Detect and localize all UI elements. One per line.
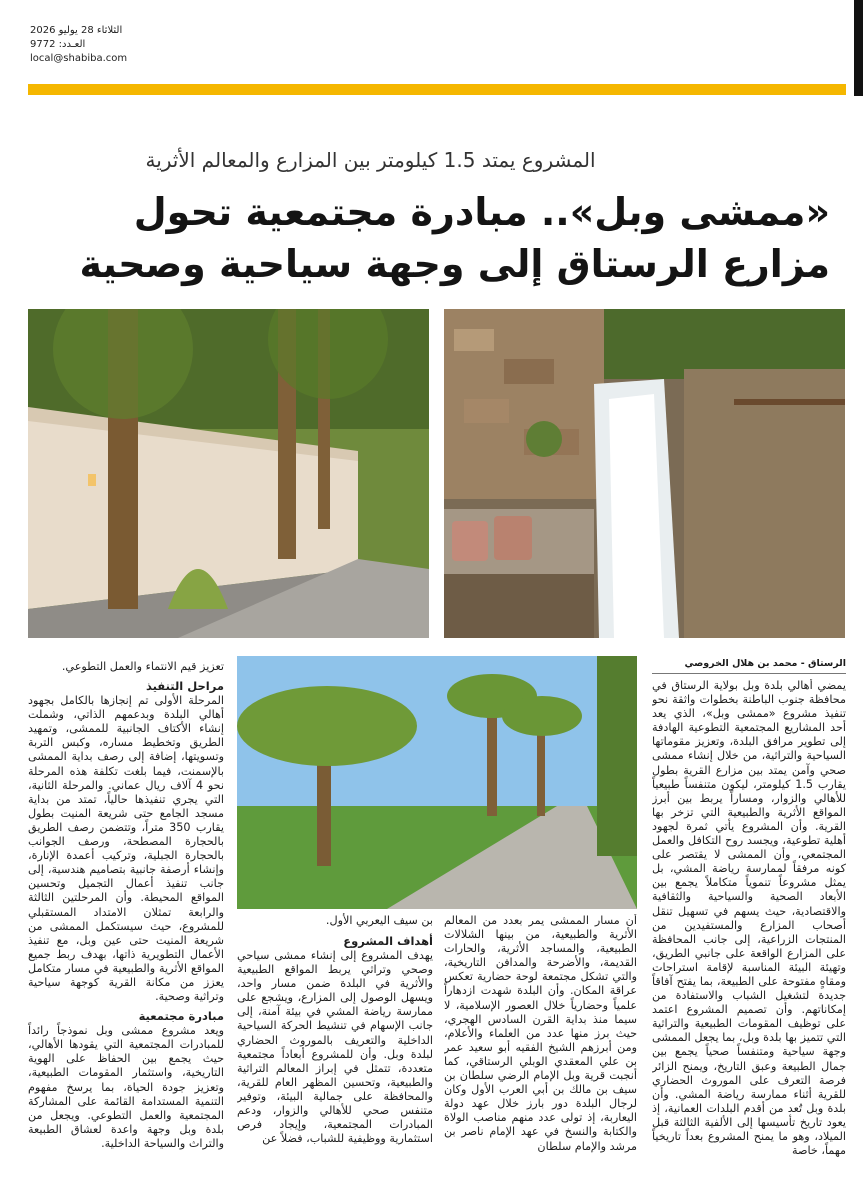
waterfall-photo (444, 309, 845, 638)
issue-date: الثلاثاء 28 يوليو 2026 (30, 25, 123, 36)
headline-line-2: مزارع الرستاق إلى وجهة سياحية وصحية (79, 242, 830, 286)
stages-paragraph: المرحلة الأولى تم إنجازها بالكامل بجهود أهالي البلدة وبدعمهم الذاتي، وشملت إنشاء الأكتاف الجانبية للممشى، وتمهيد الطريق وتخطيط مساره، وكبس التربة وتسويتها، إضافة إلى رصف بداية الممشى بالإسمنت، فيما بلغت تكلفة هذه المرحلة نحو 4 آلاف ريال عماني. والمرحلة الثانية، التي يجري تنفيذها حالياً، تمتد من بداية مسجد الجامع حتى شريعة المنيت بطول يقارب 350 متراً، وتتضمن رصف الطريق بالحجارة المصطحة، ورصف الجوانب بالحجارة الجبلية، وتركيب أعمدة الإنارة، وإنشاء أرصفة جانبية بتصاميم هندسية، إلى جانب تنفيذ أعمال التجميل وتحسين المواقع المحيطة. وأن المرحلتين الثالثة والرابعة تمثلان الامتداد المستقبلي للمشروع، حيث سيستكمل الممشى من شريعة المنيت حتى عين وبل، مع تنفيذ الأعمال التطويرية ذاتها، بهدف ربط جميع المواقع الأثرية والطبيعية في مسار متكامل يعزز من مكانة القرية كوجهة سياحية وتراثية وصحية. (28, 694, 224, 1004)
col4-intro: تعزيز قيم الانتماء والعمل التطوعي. (61, 660, 224, 673)
body-paragraph: أن مسار الممشى يمر بعدد من المعالم الأثرية والطبيعية، من بينها الشلالات الطبيعية، والمساجد الأثرية، والحارات القديمة، والأضرحة والمدافن التاريخية، والتي تشكل مجتمعة لوحة حضارية تعكس عراقة المكان. وأن البلدة شهدت ازدهاراً علمياً وحضارياً خلال العصور الإسلامية، لا سيما منذ بداية القرن السادس الهجري، حيث برز منها عدد من العلماء والأعلام، ومن أبرزهم الشيخ الفقيه أبو سعيد عمر بن علي المعقدي الوبلي الرستاقي، كما أنجبت قرية وبل الإمام الرضي سلطان بن سيف بن مالك بن أبي العرب الأول وكان لرجال البلدة دور بارز خلال عهد دولة اليعاربة، إذ تولى عدد منهم مناصب الولاة والكتابة والنسخ في عهد الإمام ناصر بن مرشد والإمام سلطان (444, 914, 637, 1153)
body-column-2 (444, 914, 637, 1197)
goals-paragraph: يهدف المشروع إلى إنشاء ممشى سياحي وصحي وتراثي يربط المواقع الطبيعية والأثرية في البلدة ضمن مسار واحد، ويسهل الوصول إلى المزارع، ويشجع على ممارسة رياضة المشي في بيئة آمنة، إلى جانب الإسهام في تنشيط الحركة السياحية الداخلية والتعريف بالموروث الحضاري لبلدة وبل. وأن للمشروع أبعاداً مجتمعية متعددة، تتمثل في إبراز المعالم التراثية والطبيعية، وتحسين المظهر العام للقرية، والمحافظة على جمالية البيئة، وتوفير متنفس صحي للأهالي والزوار، ودعم المبادرات المجتمعية، وإيجاد فرص استثمارية ووظيفية للشباب، فضلاً عن (237, 949, 433, 1146)
goals-heading: أهداف المشروع (343, 934, 433, 948)
initiative-heading: مبادرة مجتمعية (138, 1009, 224, 1024)
page-edge-tab (854, 0, 863, 96)
yellow-header-rule (28, 84, 846, 95)
body-column-3 (237, 929, 433, 1197)
body-column-1 (652, 679, 846, 1197)
issue-number: العـدد: 9772 (30, 39, 86, 50)
article-headline (40, 186, 830, 290)
body-column-3-lead: بن سيف اليعربي الأول. (325, 914, 433, 927)
article-kicker: المشروع يمتد 1.5 كيلومتر بين المزارع والمعالم الأثرية (145, 148, 596, 172)
section-email[interactable]: local@shabiba.com (30, 53, 128, 64)
initiative-paragraph: ويعد مشروع ممشى وبل نموذجاً رائداً للمبادرات المجتمعية التي يقودها الأهالي، حيث يجمع بين الحفاظ على الهوية التاريخية، واستثمار المقومات الطبيعية، وتعزيز جودة الحياة، بما يرسخ مفهوم التنمية المستدامة القائمة على المشاركة المجتمعية والعمل التطوعي. ويجعل من بلدة وبل وجهة واعدة لعشاق الطبيعة والتراث والسياحة الداخلية. (28, 1024, 224, 1150)
stages-heading: مراحل التنفيذ (145, 679, 224, 694)
article-byline: الرستاق - محمد بن هلال الخروصي (652, 656, 846, 674)
headline-line-1: «ممشى وبل».. مبادرة مجتمعية تحول (133, 190, 830, 234)
palm-path-photo (237, 656, 637, 909)
masthead-meta (30, 24, 127, 66)
walkway-photo (28, 309, 429, 638)
body-paragraph: يمضي أهالي بلدة وبل بولاية الرستاق في محافظة جنوب الباطنة بخطوات واثقة نحو تنفيذ مشروع «ممشى وبل»، الذي يعد أحد المشاريع المجتمعية التطوعية الهادفة إلى تطوير مرافق البلدة، وتعزيز مقوماتها السياحية والتراثية، من خلال إنشاء ممشى صحي وآمن يمتد بين مزارع القرية بطول يقارب 1.5 كيلومتر، ليكون متنفساً طبيعياً للأهالي والزوار، ومساراً يربط بين أبرز المواقع الأثرية والطبيعية التي تزخر بها القرية. وأن المشروع يأتي ثمرة لجهود أهلية تطوعية، ويجسد روح التكافل والعمل المجتمعي، وأن الممشى لا يقتصر على كونه مرفقاً لممارسة رياضة المشي، بل يمثل مشروعاً تنموياً متكاملاً يجمع بين الأبعاد الصحية والسياحية والثقافية والاقتصادية، حيث يسهم في تسهيل تنقل أصحاب المزارع والمستفيدين من المنتجات الزراعية، إلى جانب المحافظة على المزارع الواقعة على جانبي الطريق، وتهيئة البيئة المناسبة لإقامة استراحات ومقاهٍ مفتوحة على الطبيعة، بما يفتح آفاقاً جديدة لتشغيل الشباب والاستفادة من إمكاناتهم. وأن تصميم المشروع اعتمد على توظيف المقومات الطبيعية والتراثية التي تتميز بها بلدة وبل، بما يجعل الممشى وجهة سياحية ومتنفساً صحياً يجمع بين جمال الطبيعة وعبق التاريخ، ويمنح الزائر فرصة التعرف على الموروث الحضاري للقرية أثناء ممارسة رياضة المشي. وأن بلدة وبل تُعد من أقدم البلدات العمانية، إذ يعود تاريخ تأسيسها إلى الألفية الثالثة قبل الميلاد، وهو ما يمنح المشروع بعداً تاريخياً مهماً، خاصة (652, 679, 846, 1158)
body-column-4 (28, 660, 224, 1197)
